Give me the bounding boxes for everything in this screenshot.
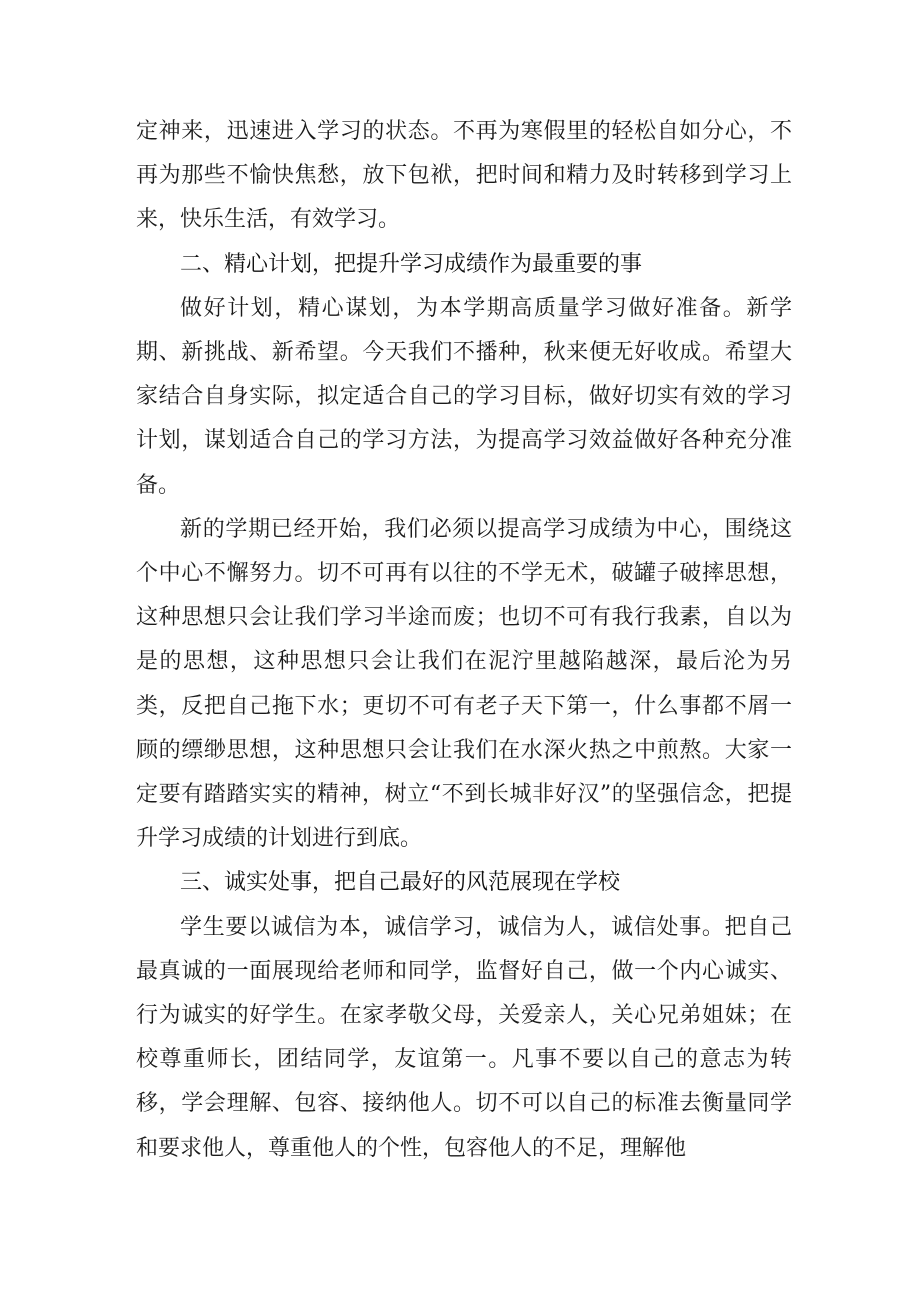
section-heading-3: 三、诚实处事，把自己最好的风范展现在学校 (180, 870, 621, 896)
paragraph-planning: 做好计划，精心谋划，为本学期高质量学习做好准备。新学期、新挑战、新希望。今天我们不播种，秋来便无好收成。希望大家结合自身实际，拟定适合自己的学习目标，做好切实有效的学习计划，谋划适合自己的学习方法，为提高学习效益做好各种充分准备。 (136, 295, 792, 498)
paragraph-honesty: 学生要以诚信为本，诚信学习，诚信为人，诚信处事。把自己最真诚的一面展现给老师和同学，监督好自己，做一个内心诚实、行为诚实的好学生。在家孝敬父母，关爱亲人，关心兄弟姐妹；在校尊重师长，团结同学，友谊第一。凡事不要以自己的意志为转移，学会理解、包容、接纳他人。切不可以自己的标准去衡量同学和要求他人，尊重他人的个性，包容他人的不足，理解他 (136, 914, 792, 1161)
paragraph-continued: 定神来，迅速进入学习的状态。不再为寒假里的轻松自如分心，不再为那些不愉快焦愁，放下包袱，把时间和精力及时转移到学习上来，快乐生活，有效学习。 (136, 119, 792, 233)
section-heading-2: 二、精心计划，把提升学习成绩作为最重要的事 (180, 251, 643, 277)
paragraph-new-semester: 新的学期已经开始，我们必须以提高学习成绩为中心，围绕这个中心不懈努力。切不可再有以往的不学无术，破罐子破摔思想，这种思想只会让我们学习半途而废；也切不可有我行我素，自以为是的思想，这种思想只会让我们在泥泞里越陷越深，最后沦为另类，反把自己拖下水；更切不可有老子天下第一，什么事都不屑一顾的缥缈思想，这种思想只会让我们在水深火热之中煎熬。大家一定要有踏踏实实的精神，树立“不到长城非好汉”的坚强信念，把提升学习成绩的计划进行到底。 (136, 516, 792, 852)
document-page (136, 110, 792, 1171)
